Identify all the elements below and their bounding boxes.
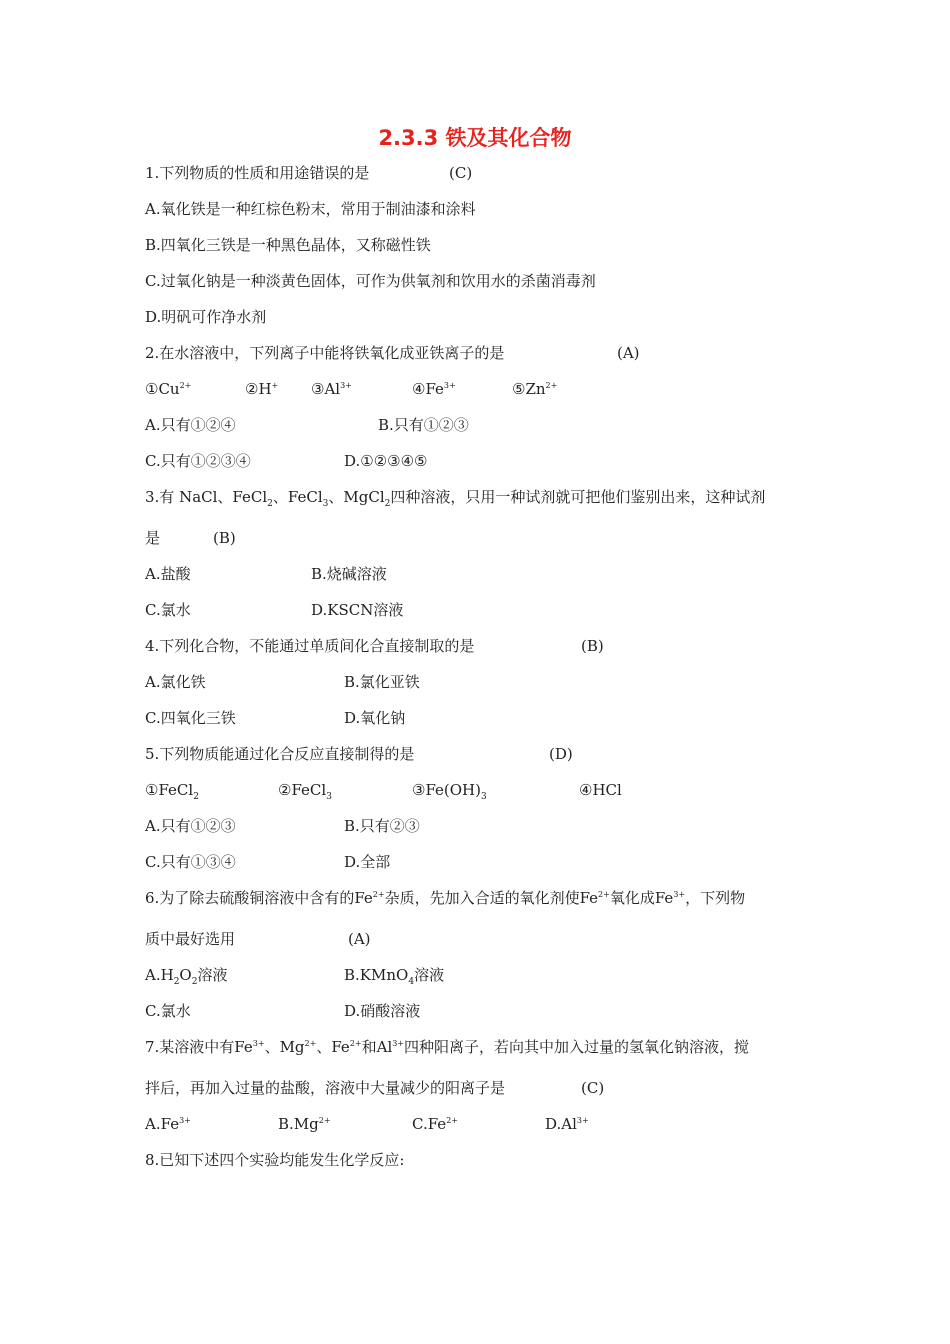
question-6-option-a: $A.H_2O_2$溶液 bbox=[145, 966, 228, 987]
question-8-stem: 8.已知下述四个实验均能发生化学反应: bbox=[145, 1151, 405, 1169]
ion-item-1: $①Cu^{2+}$ bbox=[145, 380, 192, 398]
question-6-option-d: D.硝酸溶液 bbox=[344, 1002, 421, 1020]
question-7-option-a: $A.Fe^{3+}$ bbox=[145, 1115, 191, 1133]
question-4-option-d: D.氧化钠 bbox=[344, 709, 406, 727]
question-3-option-b: B.烧碱溶液 bbox=[311, 565, 387, 583]
question-4-options-cd bbox=[145, 708, 406, 728]
substance-item-2: ②FeCl$_3$ bbox=[278, 781, 332, 802]
question-6-options-cd bbox=[145, 1001, 421, 1021]
question-2-answer: (A) bbox=[617, 344, 640, 362]
question-3-options-cd bbox=[145, 600, 404, 620]
question-3-options-ab bbox=[145, 564, 387, 584]
question-2-stem: 2.在水溶液中，下列离子中能将铁氧化成亚铁离子的是 (A) bbox=[145, 344, 640, 362]
question-4-options-ab bbox=[145, 672, 420, 692]
question-6-option-b: B.KMnO$_4$溶液 bbox=[344, 966, 445, 987]
question-2-options-cd bbox=[145, 451, 428, 471]
question-1-option-a: A.氧化铁是一种红棕色粉末，常用于制油漆和涂料 bbox=[145, 200, 476, 218]
question-7-stem: 7.某溶液中有$Fe^{3+}$、$Mg^{2+}$、$Fe^{2+}$和$Al^{3+}$四种阳离子，若向其中加入过量的氢氧化钠溶液，搅 bbox=[145, 1038, 750, 1056]
question-6-answer: (A) bbox=[348, 930, 371, 948]
ion-item-5: $⑤Zn^{2+}$ bbox=[512, 380, 558, 398]
question-1-option-c: C.过氧化钠是一种淡黄色固体，可作为供氧剂和饮用水的杀菌消毒剂 bbox=[145, 272, 596, 290]
question-2-option-c: C.只有①②③④ bbox=[145, 452, 251, 470]
question-7-option-b: $B.Mg^{2+}$ bbox=[278, 1115, 331, 1133]
question-3-option-a: A.盐酸 bbox=[145, 565, 191, 583]
question-6-stem: 6.为了除去硫酸铜溶液中含有的$Fe^{2+}$杂质，先加入合适的氧化剂使$Fe^{2+}$氧化成$Fe^{3+}$，下列物 bbox=[145, 889, 746, 907]
question-2-option-d: D.①②③④⑤ bbox=[344, 452, 428, 470]
question-7-answer: (C) bbox=[581, 1079, 605, 1097]
substance-item-1: ①FeCl$_2$ bbox=[145, 781, 199, 802]
question-6-option-c: C.氯水 bbox=[145, 1002, 191, 1020]
question-6-options-ab bbox=[145, 965, 445, 987]
question-1-answer: (C) bbox=[449, 164, 473, 182]
question-2-option-a: A.只有①②④ bbox=[145, 416, 236, 434]
question-7-option-c: $C.Fe^{2+}$ bbox=[412, 1115, 458, 1133]
question-3-answer: (B) bbox=[213, 529, 236, 547]
question-3-option-d: D.KSCN溶液 bbox=[311, 601, 404, 619]
question-5-options-cd bbox=[145, 852, 391, 872]
question-4-option-c: C.四氧化三铁 bbox=[145, 709, 236, 727]
question-5-option-b: B.只有②③ bbox=[344, 817, 420, 835]
question-7-stem-line-2: 拌后，再加入过量的盐酸，溶液中大量减少的阳离子是 (C) bbox=[145, 1079, 605, 1097]
question-5-option-c: C.只有①③④ bbox=[145, 853, 236, 871]
question-5-option-a: A.只有①②③ bbox=[145, 817, 236, 835]
substance-item-4: ④HCl bbox=[579, 781, 622, 799]
question-1-stem: 1.下列物质的性质和用途错误的是 (C) bbox=[145, 164, 473, 182]
question-5-options-ab bbox=[145, 816, 420, 836]
question-3-stem-line-2: 是 (B) bbox=[145, 529, 236, 547]
question-3-stem: 3.有 NaCl、FeCl$_2$、FeCl$_3$、MgCl$_2$四种溶液，只用一种试剂就可把他们鉴别出来，这种试剂 bbox=[145, 488, 766, 509]
page-title: 2.3.3 铁及其化合物 bbox=[378, 126, 572, 150]
question-5-answer: (D) bbox=[549, 745, 573, 763]
substance-item-3: $③Fe(OH)_3$ bbox=[412, 781, 487, 802]
ion-item-2: ②H+ bbox=[245, 380, 279, 398]
ion-item-4: $④Fe^{3+}$ bbox=[412, 380, 456, 398]
question-3-option-c: C.氯水 bbox=[145, 601, 191, 619]
question-4-option-b: B.氯化亚铁 bbox=[344, 673, 420, 691]
question-1-option-d: D.明矾可作净水剂 bbox=[145, 308, 267, 326]
question-5-option-d: D.全部 bbox=[344, 853, 391, 871]
ion-item-3: $③Al^{3+}$ bbox=[311, 380, 352, 398]
question-4-answer: (B) bbox=[581, 637, 604, 655]
question-2-options-ab bbox=[145, 415, 469, 435]
question-6-stem-line-2: 质中最好选用 (A) bbox=[145, 930, 371, 948]
question-4-stem: 4.下列化合物，不能通过单质间化合直接制取的是 (B) bbox=[145, 637, 604, 655]
question-2-option-b: B.只有①②③ bbox=[378, 416, 469, 434]
question-5-stem: 5.下列物质能通过化合反应直接制得的是 (D) bbox=[145, 745, 573, 763]
question-4-option-a: A.氯化铁 bbox=[145, 673, 206, 691]
question-7-option-d: $D.Al^{3+}$ bbox=[545, 1115, 589, 1133]
question-1-option-b: B.四氧化三铁是一种黑色晶体，又称磁性铁 bbox=[145, 236, 431, 254]
